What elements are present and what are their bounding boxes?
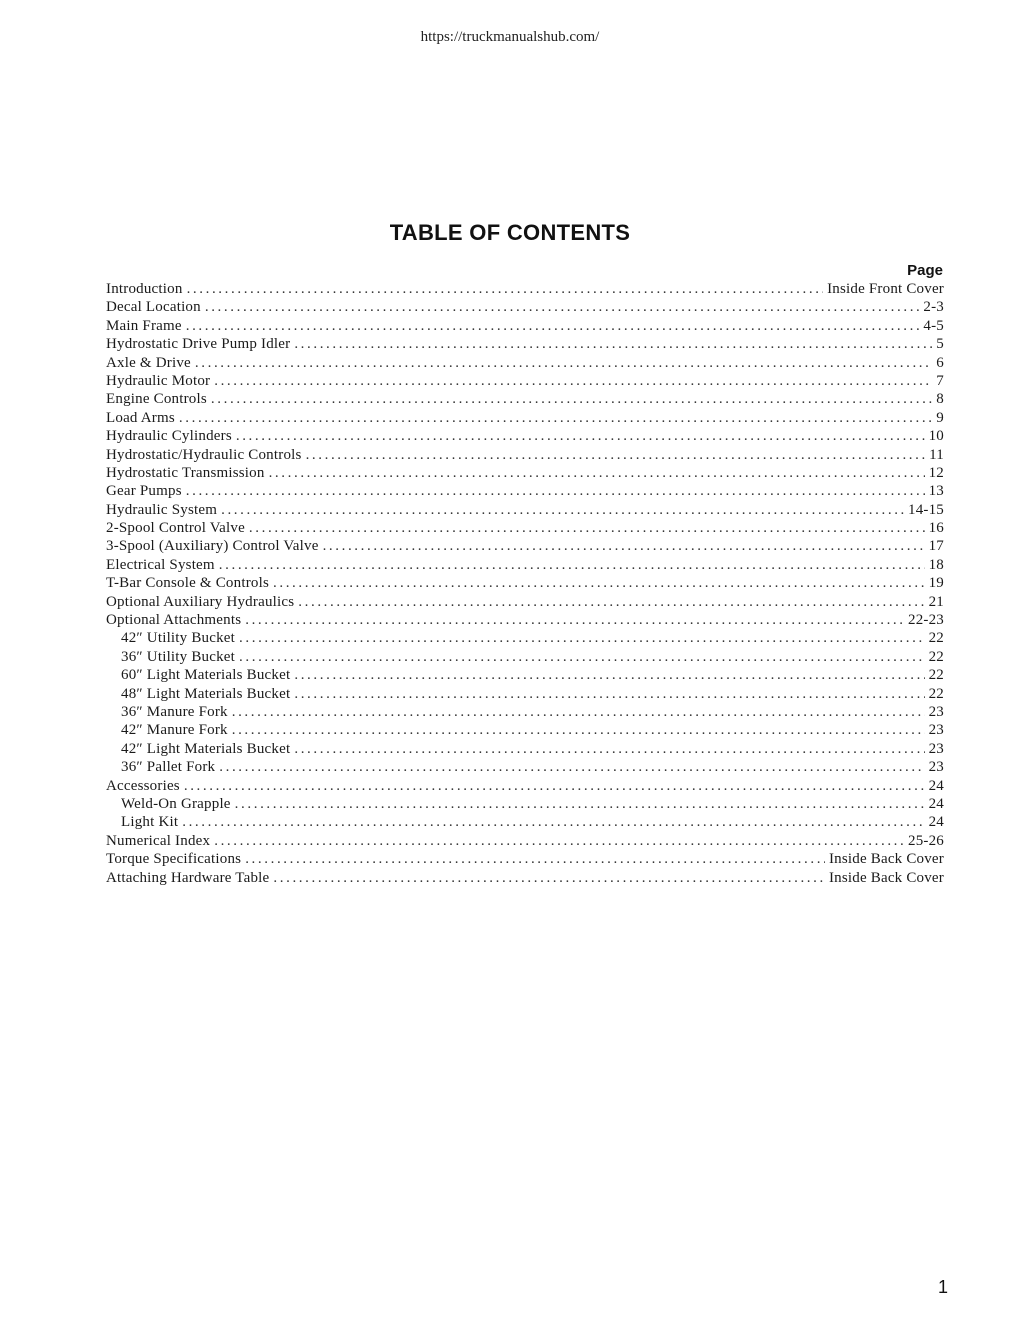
toc-entry-page: 19 [928,575,944,592]
toc-entry [106,721,944,739]
dot-leader [219,556,925,574]
toc-entry-label: 3-Spool (Auxiliary) Control Valve [106,538,319,555]
toc-entry-page: 2-3 [923,299,944,316]
toc-entry [106,482,944,500]
toc-entry-page: 22-23 [908,612,944,629]
toc-entry-page: 13 [928,483,944,500]
toc-entry [106,777,944,795]
dot-leader [239,629,925,647]
toc-entry-label: 36″ Pallet Fork [121,759,216,776]
dot-leader [249,519,925,537]
toc-entry-label: Introduction [106,281,183,297]
toc-entry [106,501,944,519]
toc-entry [106,832,944,850]
dot-leader [236,427,925,445]
toc-entry-page: 23 [928,703,944,720]
toc-entry [106,593,944,611]
toc-entry-page: 22 [928,630,944,647]
dot-leader [245,850,825,868]
toc-entry [106,280,944,298]
dot-leader [214,372,932,390]
page-column-label: Page [907,262,943,279]
toc-entry [106,409,944,427]
dot-leader [273,869,825,887]
dot-leader [294,666,924,684]
toc-entry [106,537,944,555]
dot-leader [235,795,925,813]
toc-entry-label: Decal Location [106,299,201,316]
toc-entry-page: 4-5 [923,317,944,334]
toc-entry-page: 8 [936,391,944,408]
toc-entry-page: 12 [928,464,944,481]
toc-entry-label: Hydraulic System [106,501,218,518]
toc-entry-page: 23 [928,722,944,739]
toc-entry-page: 24 [928,777,944,794]
toc-entry-label: Optional Auxiliary Hydraulics [106,593,295,610]
toc-entry [106,666,944,684]
dot-leader [211,390,932,408]
dot-leader [186,317,920,335]
toc-entry-label: Hydrostatic Drive Pump Idler [106,336,291,353]
dot-leader [195,354,932,372]
dot-leader [323,537,925,555]
toc-entry-page: 10 [928,428,944,445]
toc-entry-page: 22 [928,648,944,665]
toc-entry [106,446,944,464]
toc-entry-label: Gear Pumps [106,483,182,500]
dot-leader [232,703,925,721]
toc-entry-page: 11 [929,446,944,463]
toc-entry-label: 42″ Utility Bucket [121,630,236,647]
toc-entry [106,740,944,758]
toc-entry-label: 36″ Utility Bucket [121,648,236,665]
toc-entry [106,758,944,776]
toc-entry-label: 2-Spool Control Valve [106,520,245,537]
toc-entry-label: Hydrostatic/Hydraulic Controls [106,446,302,463]
dot-leader [186,482,925,500]
toc-entry-label: Numerical Index [106,832,211,849]
toc-entry-label: Attaching Hardware Table [106,869,270,886]
toc-entry-label: T-Bar Console & Controls [106,575,269,592]
toc-entry [106,648,944,666]
toc-entry-label: Accessories [106,777,180,794]
toc-entry-page: Inside Front Cover [827,281,944,297]
toc-entry [106,354,944,372]
toc-entry-page: Inside Back Cover [828,869,944,886]
toc-entry-label: Weld-On Grapple [121,795,231,812]
toc-entry [106,813,944,831]
toc-entry [106,629,944,647]
toc-entry [106,703,944,721]
toc-entry-label: 36″ Manure Fork [121,703,228,720]
toc-entry-page: 22 [928,685,944,702]
toc-entry-label: Main Frame [106,317,182,334]
dot-leader [306,446,926,464]
dot-leader [182,813,924,831]
source-url: https://truckmanualshub.com/ [420,29,600,45]
toc-entry-label: 42″ Light Materials Bucket [121,740,291,757]
dot-leader [232,721,925,739]
dot-leader [184,777,925,795]
dot-leader [273,574,925,592]
toc-entry-page: 5 [936,336,944,353]
toc-entry-label: Torque Specifications [106,851,242,868]
dot-leader [294,335,932,353]
toc-entry-page: 9 [936,409,944,426]
toc-entry [106,519,944,537]
toc-entry-label: Load Arms [106,409,175,426]
dot-leader [269,464,925,482]
dot-leader [221,501,904,519]
toc-entry-page: 17 [928,538,944,555]
toc-entry-page: 16 [928,520,944,537]
toc-entry-page: 21 [928,593,944,610]
toc-entry-page: 22 [928,667,944,684]
toc-entry-label: Axle & Drive [106,354,191,371]
dot-leader [294,740,924,758]
toc-entry-label: Hydrostatic Transmission [106,464,265,481]
dot-leader [205,298,920,316]
dot-leader [214,832,904,850]
toc-entry-page: 7 [936,372,944,389]
toc-entry [106,372,944,390]
toc-entry-label: Hydraulic Cylinders [106,428,232,445]
toc-entry [106,611,944,629]
toc-entry [106,795,944,813]
dot-leader [298,593,924,611]
toc-entry [106,556,944,574]
toc-entry [106,390,944,408]
toc-entry-page: 18 [928,556,944,573]
toc-entry-page: 14-15 [908,501,944,518]
dot-leader [219,758,924,776]
toc-entry-label: 60″ Light Materials Bucket [121,667,291,684]
toc-entry-page: 24 [928,814,944,831]
toc-entry-label: Light Kit [121,814,179,831]
page-title: TABLE OF CONTENTS [389,220,631,245]
toc-entry [106,317,944,335]
table-of-contents [106,280,944,887]
toc-entry [106,335,944,353]
dot-leader [187,280,824,298]
toc-entry-page: 25-26 [908,832,944,849]
toc-entry [106,298,944,316]
toc-entry [106,869,944,887]
toc-entry-label: Hydraulic Motor [106,372,211,389]
toc-entry-page: Inside Back Cover [828,851,944,868]
toc-entry [106,850,944,868]
toc-entry-page: 24 [928,795,944,812]
toc-entry-label: Engine Controls [106,391,207,408]
toc-entry [106,464,944,482]
toc-entry-page: 6 [936,354,944,371]
toc-entry-label: 48″ Light Materials Bucket [121,685,291,702]
dot-leader [294,685,924,703]
dot-leader [245,611,904,629]
toc-entry-page: 23 [928,740,944,757]
toc-entry-label: 42″ Manure Fork [121,722,228,739]
toc-entry-label: Optional Attachments [106,612,242,629]
page-number: 1 [938,1277,949,1297]
toc-entry [106,574,944,592]
toc-entry-label: Electrical System [106,556,215,573]
dot-leader [179,409,932,427]
toc-entry-page: 23 [928,759,944,776]
toc-entry [106,685,944,703]
dot-leader [239,648,925,666]
toc-entry [106,427,944,445]
